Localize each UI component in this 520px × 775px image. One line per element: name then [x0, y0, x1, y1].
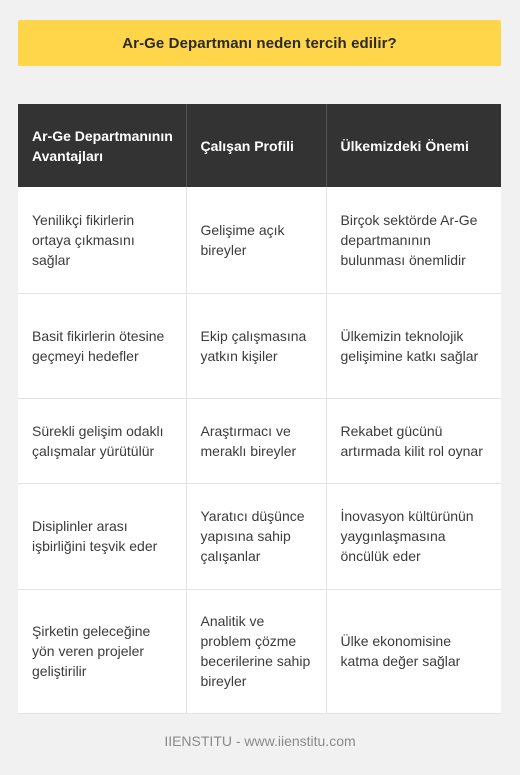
table-cell: Birçok sektörde Ar-Ge departmanının bulunması önemlidir [326, 187, 501, 293]
column-header-advantages: Ar-Ge Departmanının Avantajları [18, 104, 186, 187]
table-header-row [18, 104, 501, 187]
footer-credit: IIENSTITU - www.iienstitu.com [164, 733, 356, 749]
table-cell: Ekip çalışmasına yatkın kişiler [186, 293, 326, 398]
page-title: Ar-Ge Departmanı neden tercih edilir? [122, 34, 397, 52]
table-cell: Ülke ekonomisine katma değer sağlar [326, 589, 501, 713]
table-cell: İnovasyon kültürünün yaygınlaşmasına öncülük eder [326, 483, 501, 589]
table-row [18, 398, 501, 483]
table-cell: Analitik ve problem çözme becerilerine sahip bireyler [186, 589, 326, 713]
table-cell: Rekabet gücünü artırmada kilit rol oynar [326, 398, 501, 483]
table-row [18, 187, 501, 293]
table-cell: Ülkemizin teknolojik gelişimine katkı sağlar [326, 293, 501, 398]
table-cell: Yenilikçi fikirlerin ortaya çıkmasını sağlar [18, 187, 186, 293]
table-cell: Basit fikirlerin ötesine geçmeyi hedefler [18, 293, 186, 398]
table-cell: Yaratıcı düşünce yapısına sahip çalışanlar [186, 483, 326, 589]
table-row [18, 589, 501, 713]
table-cell: Gelişime açık bireyler [186, 187, 326, 293]
title-banner [18, 20, 501, 66]
column-header-employee-profile: Çalışan Profili [186, 104, 326, 187]
table-cell: Sürekli gelişim odaklı çalışmalar yürütülür [18, 398, 186, 483]
table-row [18, 483, 501, 589]
table-row [18, 293, 501, 398]
comparison-table [18, 104, 501, 714]
column-header-national-importance: Ülkemizdeki Önemi [326, 104, 501, 187]
table-cell: Araştırmacı ve meraklı bireyler [186, 398, 326, 483]
table-cell: Disiplinler arası işbirliğini teşvik eder [18, 483, 186, 589]
table-cell: Şirketin geleceğine yön veren projeler geliştirilir [18, 589, 186, 713]
